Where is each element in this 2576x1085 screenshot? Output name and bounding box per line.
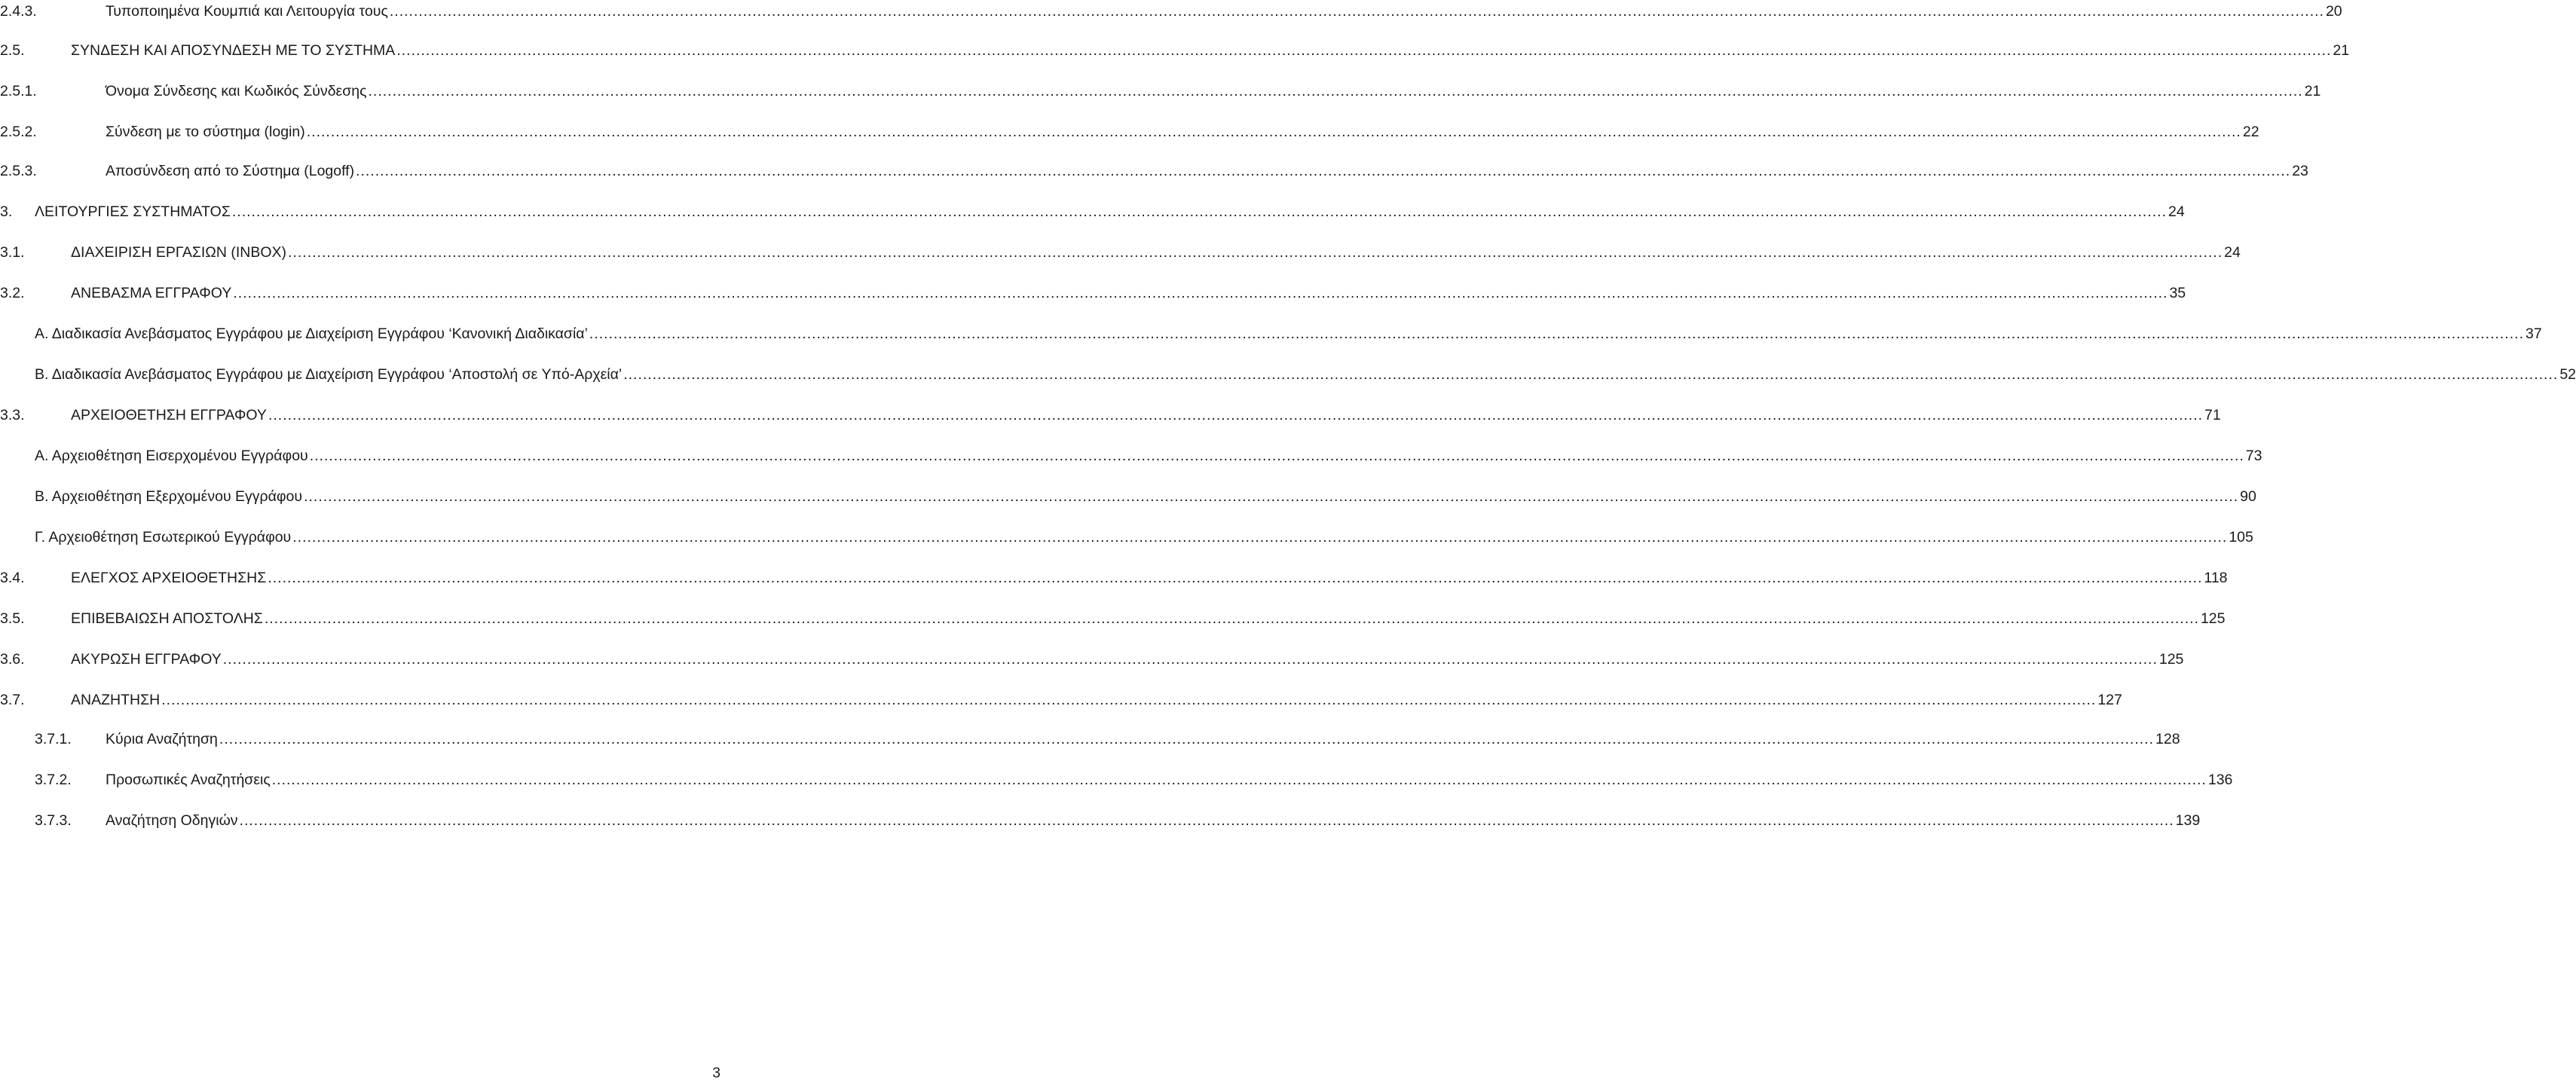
toc-entry[interactable] [0, 567, 2228, 589]
dot-leader: ................................................................................................................................................................................................................................................................................................................................................................................................................ [288, 244, 2223, 261]
toc-entry[interactable] [0, 445, 2262, 467]
toc-entry-title: ΑΝΑΖΗΤΗΣΗ [71, 692, 161, 708]
dot-leader: ................................................................................................................................................................................................................................................................................................................................................................................................................ [368, 83, 2303, 99]
toc-entry-title: Όνομα Σύνδεσης και Κωδικός Σύνδεσης [106, 83, 367, 99]
toc-entry-number: 2.4.3. [0, 3, 37, 20]
toc-entry[interactable] [0, 526, 2253, 549]
toc-entry-title: ΔΙΑΧΕΙΡΙΣΗ ΕΡΓΑΣΙΩΝ (INBOX) [71, 244, 287, 261]
toc-entry-page: 127 [2097, 692, 2122, 708]
toc-entry[interactable] [0, 0, 2342, 23]
toc-entry-page: 23 [2292, 163, 2308, 179]
toc-entry-page: 22 [2242, 124, 2259, 140]
toc-entry-page: 20 [2325, 3, 2342, 20]
toc-entry-number: 3.7. [0, 692, 25, 708]
toc-entry-number: 2.5.3. [0, 163, 37, 179]
toc-entry-page: 35 [2169, 285, 2186, 301]
toc-entry-title: ΕΛΕΓΧΟΣ ΑΡΧΕΙΟΘΕΤΗΣΗΣ [71, 570, 267, 586]
dot-leader: ................................................................................................................................................................................................................................................................................................................................................................................................................ [268, 570, 2203, 586]
toc-entry[interactable] [0, 121, 2259, 143]
toc-entry-page: 136 [2207, 772, 2233, 788]
toc-entry-title: Β. Διαδικασία Ανεβάσματος Εγγράφου με Διαχείριση Εγγράφου ‘Αποστολή σε Υπό-Αρχεία’ [35, 366, 623, 383]
toc-entry-number: 3. [0, 203, 13, 220]
toc-entry[interactable] [0, 39, 2350, 62]
dot-leader: ................................................................................................................................................................................................................................................................................................................................................................................................................ [219, 731, 2155, 747]
toc-entry-title: Β. Αρχειοθέτηση Εξερχομένου Εγγράφου [35, 488, 303, 505]
toc-entry-title: ΑΝΕΒΑΣΜΑ ΕΓΓΡΑΦΟΥ [71, 285, 232, 301]
dot-leader: ................................................................................................................................................................................................................................................................................................................................................................................................................ [222, 651, 2158, 668]
toc-entry[interactable] [0, 689, 2122, 711]
toc-entry[interactable] [0, 769, 2233, 791]
toc-entry[interactable] [0, 241, 2241, 264]
toc-entry-page: 73 [2245, 448, 2262, 464]
dot-leader: ................................................................................................................................................................................................................................................................................................................................................................................................................ [231, 203, 2167, 220]
toc-entry-number: 3.1. [0, 244, 25, 261]
toc-entry-title: ΛΕΙΤΟΥΡΓΙΕΣ ΣΥΣΤΗΜΑΤΟΣ [35, 203, 231, 220]
toc-entry-page: 71 [2204, 407, 2221, 423]
toc-entry[interactable] [0, 160, 2308, 182]
dot-leader: ................................................................................................................................................................................................................................................................................................................................................................................................................ [233, 285, 2168, 301]
toc-entry-title: Γ. Αρχειοθέτηση Εσωτερικού Εγγράφου [35, 529, 292, 546]
toc-entry-page: 118 [2204, 570, 2228, 586]
toc-entry-number: 3.4. [0, 570, 25, 586]
toc-entry-number: 2.5. [0, 42, 25, 59]
toc-entry-number: 3.7.3. [35, 812, 72, 829]
dot-leader: ................................................................................................................................................................................................................................................................................................................................................................................................................ [292, 529, 2228, 546]
toc-entry-title: Προσωπικές Αναζητήσεις [106, 772, 271, 788]
toc-entry[interactable] [0, 485, 2256, 508]
dot-leader: ................................................................................................................................................................................................................................................................................................................................................................................................................ [161, 692, 2097, 708]
toc-entry[interactable] [0, 648, 2184, 671]
dot-leader: ................................................................................................................................................................................................................................................................................................................................................................................................................ [268, 407, 2204, 423]
toc-entry-number: 3.6. [0, 651, 25, 668]
toc-entry[interactable] [0, 809, 2201, 832]
dot-leader: ................................................................................................................................................................................................................................................................................................................................................................................................................ [389, 3, 2324, 20]
toc-entry-title: ΣΥΝΔΕΣΗ ΚΑΙ ΑΠΟΣΥΝΔΕΣΗ ΜΕ ΤΟ ΣΥΣΤΗΜΑ [71, 42, 396, 59]
dot-leader: ................................................................................................................................................................................................................................................................................................................................................................................................................ [239, 812, 2174, 829]
toc-entry-title: Α. Αρχειοθέτηση Εισερχομένου Εγγράφου [35, 448, 308, 464]
dot-leader: ................................................................................................................................................................................................................................................................................................................................................................................................................ [396, 42, 2332, 59]
toc-entry-page: 139 [2175, 812, 2201, 829]
dot-leader: ................................................................................................................................................................................................................................................................................................................................................................................................................ [356, 163, 2291, 179]
dot-leader: ................................................................................................................................................................................................................................................................................................................................................................................................................ [271, 772, 2207, 788]
toc-entry-title: ΕΠΙΒΕΒΑΙΩΣΗ ΑΠΟΣΤΟΛΗΣ [71, 610, 263, 627]
toc-entry[interactable] [0, 200, 2185, 223]
toc-entry-number: 3.7.1. [35, 731, 72, 747]
dot-leader: ................................................................................................................................................................................................................................................................................................................................................................................................................ [306, 124, 2241, 140]
toc-entry-page: 90 [2240, 488, 2256, 505]
toc-entry-title: Τυποποιημένα Κουμπιά και Λειτουργία τους [106, 3, 388, 20]
toc-entry-title: ΑΚΥΡΩΣΗ ΕΓΓΡΑΦΟΥ [71, 651, 222, 668]
page-number: 3 [712, 1065, 720, 1081]
toc-entry[interactable] [0, 728, 2180, 750]
toc-entry-page: 105 [2229, 529, 2253, 546]
toc-entry-title: ΑΡΧΕΙΟΘΕΤΗΣΗ ΕΓΓΡΑΦΟΥ [71, 407, 267, 423]
toc-entry-number: 2.5.2. [0, 124, 37, 140]
dot-leader: ................................................................................................................................................................................................................................................................................................................................................................................................................ [264, 610, 2199, 627]
dot-leader: ................................................................................................................................................................................................................................................................................................................................................................................................................ [309, 448, 2244, 464]
toc-entry-page: 52 [2559, 366, 2576, 383]
toc-entry-page: 21 [2333, 42, 2350, 59]
toc-entry-page: 125 [2158, 651, 2184, 668]
dot-leader: ................................................................................................................................................................................................................................................................................................................................................................................................................ [623, 366, 2559, 383]
toc-entry-page: 21 [2304, 83, 2321, 99]
toc-entry-title: Αποσύνδεση από το Σύστημα (Logoff) [106, 163, 355, 179]
toc-entry-number: 3.3. [0, 407, 25, 423]
toc-entry-page: 24 [2168, 203, 2185, 220]
toc-entry[interactable] [0, 322, 2542, 345]
toc-entry[interactable] [0, 404, 2221, 426]
dot-leader: ................................................................................................................................................................................................................................................................................................................................................................................................................ [589, 326, 2525, 342]
toc-entry-page: 24 [2224, 244, 2241, 261]
toc-entry-title: Αναζήτηση Οδηγιών [106, 812, 238, 829]
toc-entry[interactable] [0, 607, 2226, 630]
dot-leader: ................................................................................................................................................................................................................................................................................................................................................................................................................ [304, 488, 2239, 505]
toc-entry[interactable] [0, 80, 2321, 102]
toc-entry-number: 3.2. [0, 285, 25, 301]
toc-entry-page: 125 [2200, 610, 2226, 627]
toc-entry-number: 3.7.2. [35, 772, 72, 788]
toc-entry-page: 128 [2155, 731, 2180, 747]
toc-entry-page: 37 [2526, 326, 2542, 342]
toc-entry-number: 3.5. [0, 610, 25, 627]
toc-entry-title: Σύνδεση με το σύστημα (login) [106, 124, 305, 140]
toc-entry-title: Α. Διαδικασία Ανεβάσματος Εγγράφου με Διαχείριση Εγγράφου ‘Κανονική Διαδικασία’ [35, 326, 588, 342]
toc-entry-title: Κύρια Αναζήτηση [106, 731, 218, 747]
toc-entry[interactable] [0, 282, 2186, 304]
toc-entry-number: 2.5.1. [0, 83, 37, 99]
toc-entry[interactable] [0, 363, 2576, 386]
